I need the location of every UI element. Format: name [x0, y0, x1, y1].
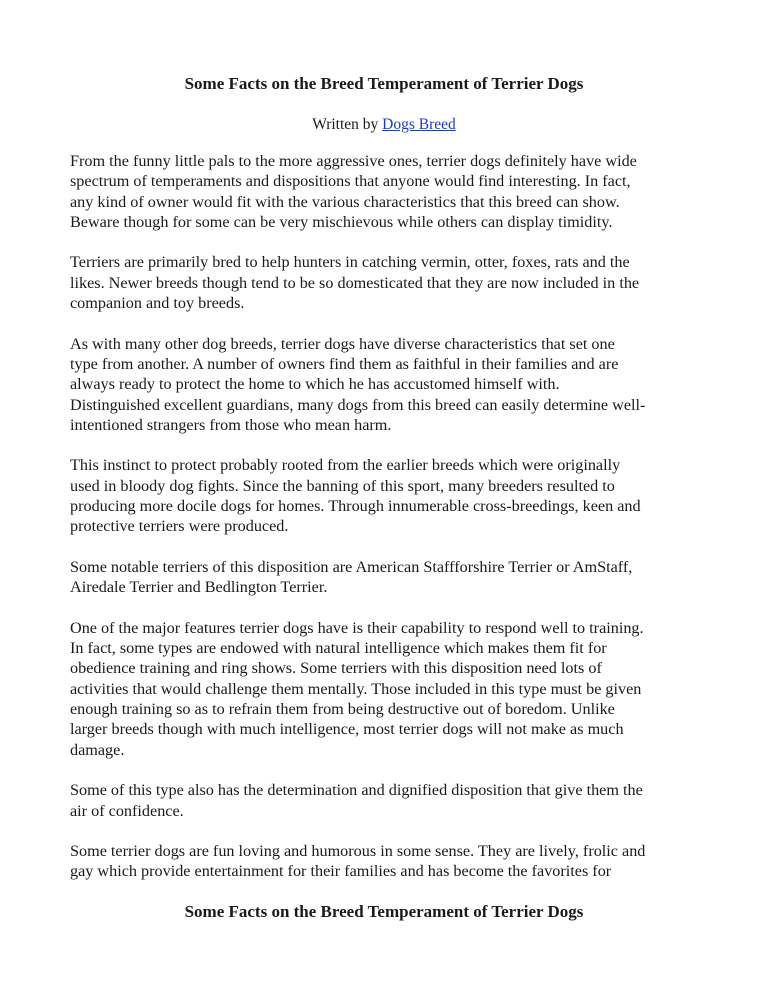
article-body [70, 151, 700, 902]
page-title: Some Facts on the Breed Temperament of Terrier Dogs [184, 74, 584, 93]
author-link[interactable]: Dogs Breed [382, 116, 456, 133]
paragraph: This instinct to protect probably rooted from the earlier breeds which were originally used in bloody dog fights. Since the banning of this sport, many breeders resulted to producing more docile dogs for homes. Through innumerable cross-breedings, keen and protective terriers were produced. [70, 456, 641, 536]
footer-title: Some Facts on the Breed Temperament of Terrier Dogs [184, 902, 584, 921]
byline-prefix: Written by [312, 116, 383, 133]
paragraph: Some notable terriers of this disposition are American Staffforshire Terrier or AmStaff, Airedale Terrier and Bedlington Terrier. [70, 557, 633, 597]
paragraph: As with many other dog breeds, terrier dogs have diverse characteristics that set one type from another. A number of owners find them as faithful in their families and are always ready to protect the home to which he has accustomed himself with. Distinguished excellent guardians, many dogs from this breed can easily determine well- intentioned strangers from those who mean harm. [70, 334, 646, 434]
byline [0, 115, 768, 135]
paragraph: Some of this type also has the determination and dignified disposition that give them the air of confidence. [70, 781, 643, 820]
paragraph: Some terrier dogs are fun loving and humorous in some sense. They are lively, frolic and gay which provide entertainment for their families and has become the favorites for [70, 842, 646, 881]
paragraph: Terriers are primarily bred to help hunters in catching vermin, otter, foxes, rats and the likes. Newer breeds though tend to be so domesticated that they are now included in the companion and toy breeds. [70, 253, 640, 313]
paragraph: One of the major features terrier dogs have is their capability to respond well to training. In fact, some types are endowed with natural intelligence which makes them fit for obedience training and ring shows. Some terriers with this disposition need lots of activities that would challenge them mentally. Those included in this type must be given enough training so as to refrain them from being destructive out of boredom. Unlike larger breeds though with much intelligence, most terrier dogs will not make as much damage. [70, 618, 644, 759]
paragraph: From the funny little pals to the more aggressive ones, terrier dogs definitely have wide spectrum of temperaments and dispositions that anyone would find interesting. In fact, any kind of owner would fit with the various characteristics that this breed can show. Beware though for some can be very mischievous while others can display timidity. [70, 152, 637, 231]
